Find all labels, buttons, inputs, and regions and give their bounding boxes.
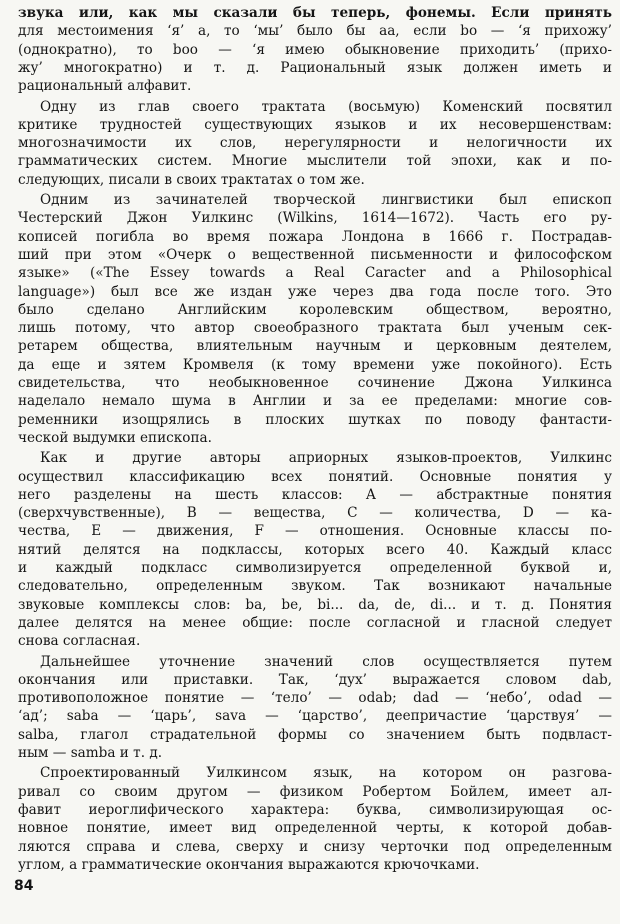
text-line: следовательно, определенным звуком. Так возникают начальные (18, 578, 612, 595)
text-line: salba, глагол страдательной формы со значением быть подвласт- (18, 726, 612, 743)
text-line: ным — samba и т. д. (18, 745, 163, 761)
text-line: нятий делятся на подклассы, которых всего 40. Каждый класс (18, 541, 612, 558)
text-line: ческой выдумки епископа. (18, 429, 212, 446)
text-line: свидетельства, что необыкновенное сочинение Джона Уилкинса (18, 375, 612, 391)
text-line: Одним из зачинателей творческой лингвистики был епископ (40, 192, 612, 208)
text-line: него разделены на шесть классов: A — абстрактные понятия (18, 486, 612, 503)
text-line: фавит иероглифического характера: буква, символизирующая ос- (18, 801, 612, 818)
text-line: языке» («The Essey towards a Real Caracter and a Philosophical (18, 265, 612, 282)
text-line: (однократно), то boo — ‘я имею обыкновение приходить’ (прихо- (18, 41, 612, 58)
text-line: да еще и зятем Кромвеля (к тому времени уже покойного). Есть (18, 356, 612, 373)
text-line: чества, E — движения, F — отношения. Основные классы по- (18, 523, 612, 540)
text-line: кописей погибла во время пожара Лондона в 1666 г. Пострадав- (18, 228, 612, 245)
text-line: звуковые комплексы слов: ba, be, bi... da, de, di... и т. д. Понятия (18, 596, 612, 613)
text-line: новное понятие, имеет вид определенной черты, к которой добав- (18, 820, 612, 837)
text-line: рациональный алфавит. (18, 78, 192, 95)
text-line: было сделано Английским королевским обществом, вероятно, (18, 301, 612, 318)
text-line: снова согласная. (18, 633, 141, 650)
text-line: ‘ад’; saba — ‘царь’, sava — ‘царство’, деепричастие ‘царствуя’ — (18, 708, 612, 725)
page-number: 84 (14, 878, 34, 894)
text-line: критике трудностей существующих языков и их несовершенствам: (18, 116, 612, 133)
text-line: ретарем общества, влиятельным научным и церковным деятелем, (18, 338, 612, 355)
text-line: ривал со своим другом — физиком Робертом Бойлем, имеет ал- (18, 783, 612, 800)
text-line: для местоимения ‘я’ a, то ‘мы’ было бы aa, если bo — ‘я прихожу’ (18, 23, 612, 40)
text-line: Дальнейшее уточнение значений слов осуществляется путем (40, 653, 612, 670)
text-line: звука или, как мы сказали бы теперь, фонемы. Если принять (18, 5, 612, 21)
text-line: Спроектированный Уилкинсом язык, на котором он разгова- (40, 765, 612, 782)
text-line: далее делятся на менее общие: после согласной и гласной следует (18, 614, 612, 631)
text-line: грамматических систем. Многие мыслители той эпохи, как и по- (18, 153, 612, 170)
text-line: ляются справа и слева, сверху и снизу черточки под определенным (18, 838, 612, 855)
text-line: language») был все же издан уже через два года после того. Это (18, 283, 612, 300)
text-line: жу’ многократно) и т. д. Рациональный язык должен иметь и (18, 59, 612, 76)
text-line: Честерский Джон Уилкинс (Wilkins, 1614—1672). Часть его ру- (18, 210, 612, 227)
text-line: Одну из глав своего трактата (восьмую) Коменский посвятил (40, 98, 612, 115)
text-line: лишь потому, что автор своеобразного трактата был ученым сек- (18, 320, 612, 337)
text-line: осуществил классификацию всех понятий. Основные понятия у (18, 468, 612, 485)
text-line: противоположное понятие — ‘тело’ — odab; dad — ‘небо’, odad — (18, 690, 612, 707)
text-line: ший при этом «Очерк о вещественной письменности и философском (18, 246, 612, 263)
text-line: ременники изощрялись в плоских шутках по поводу фантасти- (18, 411, 612, 428)
text-line: наделало немало шума в Англии и за ее пределами: многие сов- (18, 393, 612, 410)
text-line: многозначимости их слов, нерегулярности и нелогичности их (18, 135, 612, 152)
text-line: следующих, писали в своих трактатах о том же. (18, 171, 365, 188)
text-line: Как и другие авторы априорных языков-проектов, Уилкинс (40, 450, 612, 467)
text-line: углом, а грамматические окончания выражаются крючочками. (18, 856, 480, 873)
text-line: и каждый подкласс символизируется определенной буквой и, (18, 560, 612, 576)
text-line: (сверхчувственные), B — вещества, C — количества, D — ка- (18, 505, 612, 522)
text-line: окончания или приставки. Так, ‘дух’ выражается словом dab, (18, 671, 612, 688)
